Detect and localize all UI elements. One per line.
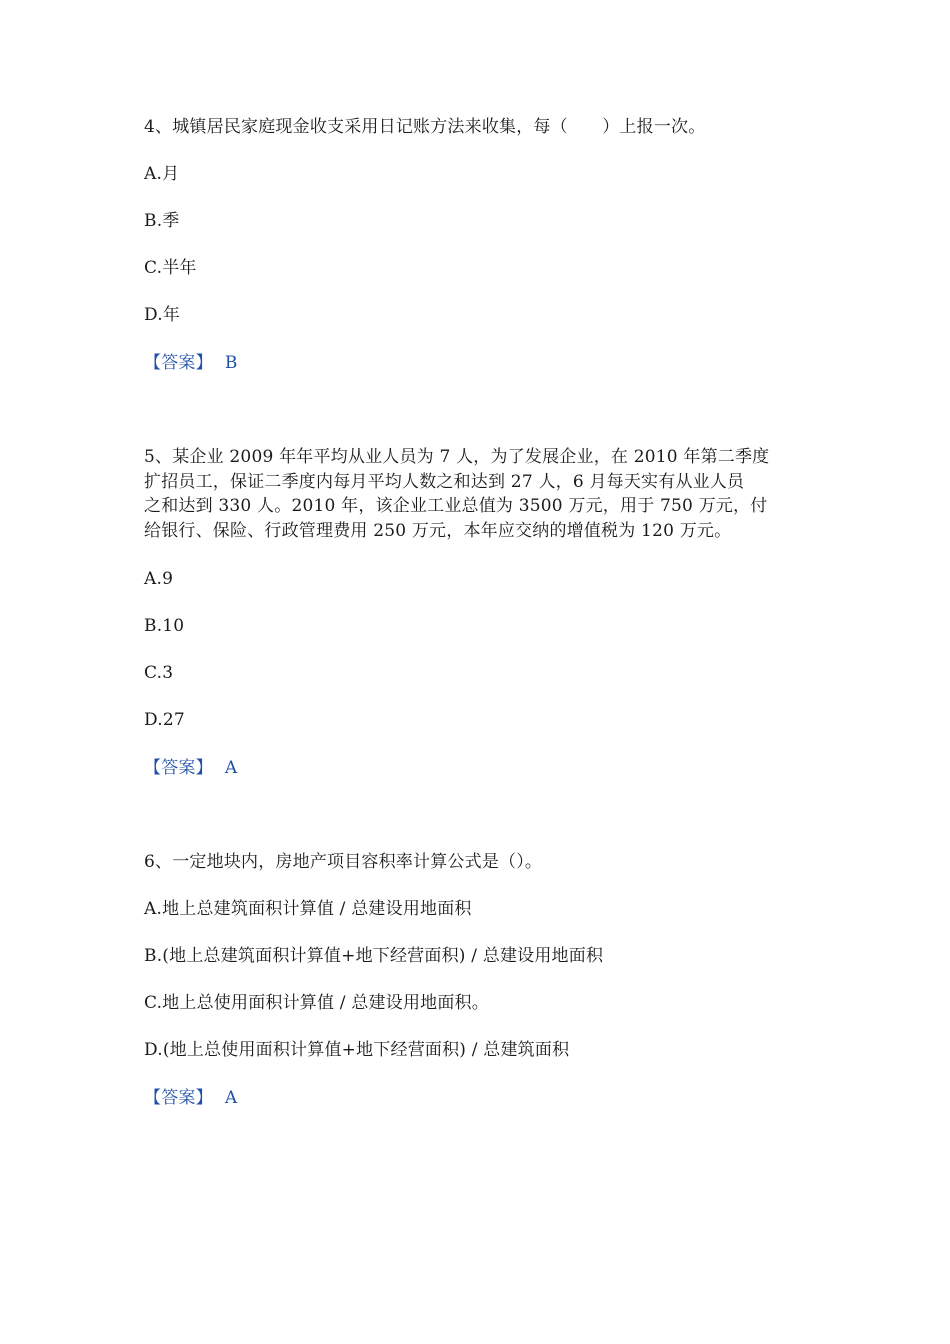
- question-4-option-d: D.年: [144, 305, 181, 325]
- question-4-stem: 4、城镇居民家庭现金收支采用日记账方法来收集，每（ ）上报一次。: [144, 117, 706, 137]
- question-6-option-b: B.(地上总建筑面积计算值+地下经营面积) / 总建设用地面积: [144, 946, 604, 966]
- question-5-stem-line-1: 5、某企业 2009 年年平均从业人员为 7 人，为了发展企业，在 2010 年第二季度: [144, 447, 770, 467]
- answer-label: 【答案】: [144, 1088, 213, 1108]
- question-6-option-d: D.(地上总使用面积计算值+地下经营面积) / 总建筑面积: [144, 1040, 570, 1060]
- answer-value: A: [224, 758, 238, 778]
- question-4-option-b: B.季: [144, 211, 180, 231]
- question-6-answer: [144, 1086, 237, 1110]
- answer-value: B: [224, 353, 238, 373]
- question-4-option-a: A.月: [144, 164, 180, 184]
- question-4-option-c: C.半年: [144, 258, 197, 278]
- question-4-answer: [144, 351, 238, 375]
- question-5-stem-line-3: 之和达到 330 人。2010 年，该企业工业总值为 3500 万元，用于 750 万元，付: [144, 496, 768, 516]
- question-5-option-a: A.9: [144, 569, 174, 589]
- question-5-stem-line-4: 给银行、保险、行政管理费用 250 万元，本年应交纳的增值税为 120 万元。: [144, 520, 732, 541]
- answer-label: 【答案】: [144, 353, 213, 373]
- question-5-stem-line-2: 扩招员工，保证二季度内每月平均人数之和达到 27 人，6 月每天实有从业人员: [144, 471, 745, 492]
- question-6-option-c: C.地上总使用面积计算值 / 总建设用地面积。: [144, 993, 489, 1013]
- question-6-stem: 6、一定地块内，房地产项目容积率计算公式是（）。: [144, 852, 543, 872]
- question-5-stem: [144, 445, 814, 543]
- question-5-answer: [144, 756, 237, 780]
- answer-label: 【答案】: [144, 758, 213, 778]
- question-5-option-d: D.27: [144, 710, 185, 730]
- question-5-option-c: C.3: [144, 663, 174, 683]
- answer-value: A: [224, 1088, 238, 1108]
- question-5-option-b: B.10: [144, 616, 185, 636]
- question-6-option-a: A.地上总建筑面积计算值 / 总建设用地面积: [144, 899, 472, 919]
